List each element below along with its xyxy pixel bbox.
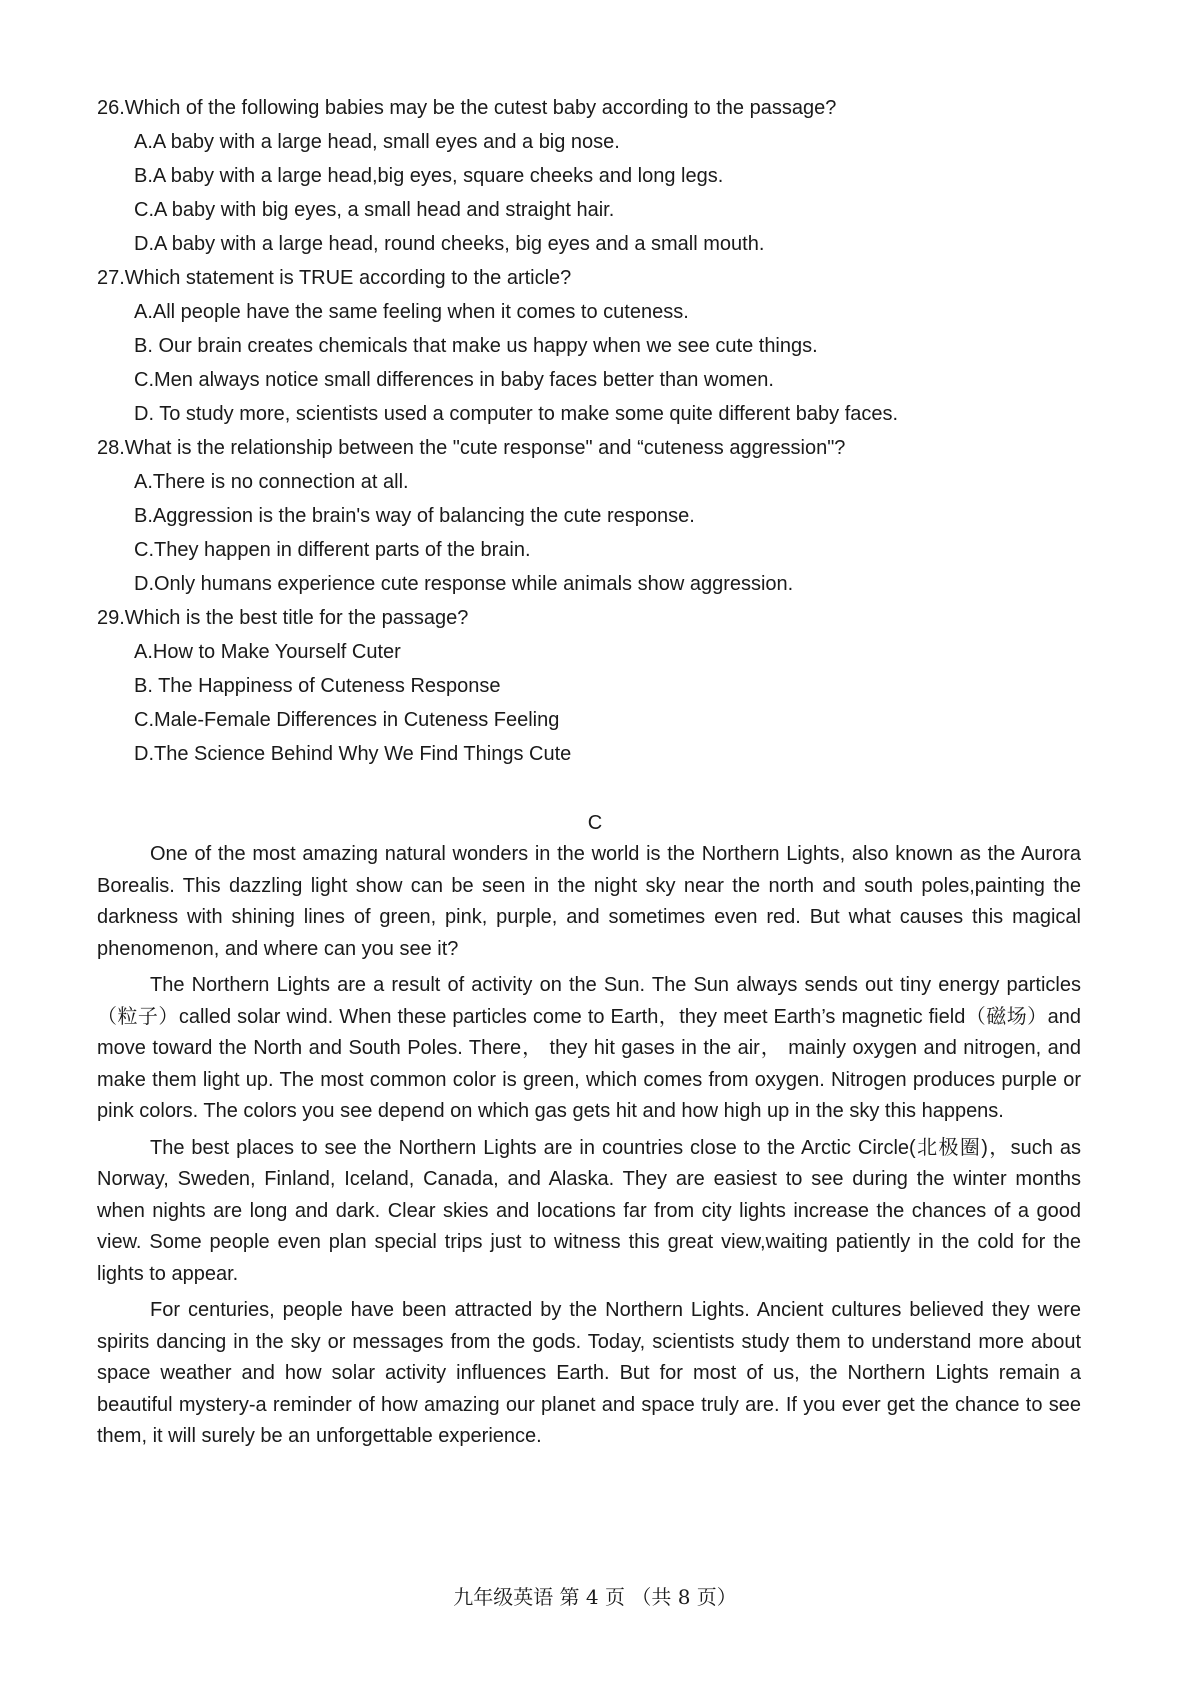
section-c-heading: C [587, 812, 603, 834]
passage-paragraph-4: For centuries, people have been attracted by the Northern Lights. Ancient cultures believed they were spirits dancing in the sky or messages from the gods. Today, scientists study them to understand more about space weather and how solar activity influences Earth. But for most of us, the Northern Lights remain a beautiful mystery-a reminder of how amazing our planet and space truly are. If you ever get the chance to see them, it will surely be an unforgettable experience. [97, 1299, 1081, 1447]
passage-paragraph-2: The Northern Lights are a result of activity on the Sun. The Sun always sends out tiny energy particles（粒子）called solar wind. When these particles come to Earth，they meet Earth’s magnetic field（磁场）and move toward the North and South Poles. There， they hit gases in the air， mainly oxygen and nitrogen, and make them light up. The most common color is green, which comes from oxygen. Nitrogen produces purple or pink colors. The colors you see depend on which gas gets hit and how high up in the sky this happens. [97, 974, 1081, 1122]
question-stem: 29.Which is the best title for the passage? [97, 607, 469, 629]
question-26 [97, 91, 1097, 261]
question-stem: 28.What is the relationship between the "cute response" and “cuteness aggression"? [97, 437, 846, 459]
option-b: B. Our brain creates chemicals that make us happy when we see cute things. [134, 335, 818, 357]
option-a: A.All people have the same feeling when it comes to cuteness. [134, 301, 689, 323]
passage-paragraph-3: The best places to see the Northern Lights are in countries close to the Arctic Circle(北极圈)，such as Norway, Sweden, Finland, Iceland, Canada, and Alaska. They are easiest to see during the winter months when nights are long and dark. Clear skies and locations far from city lights increase the chances of a good view. Some people even plan special trips just to witness this great view,waiting patiently in the cold for the lights to appear. [97, 1136, 1081, 1285]
option-a: A.There is no connection at all. [134, 471, 409, 493]
option-a: A.How to Make Yourself Cuter [134, 641, 401, 663]
option-d: D. To study more, scientists used a computer to make some quite different baby faces. [134, 403, 899, 425]
option-b: B. The Happiness of Cuteness Response [134, 675, 501, 697]
option-c: C.A baby with big eyes, a small head and straight hair. [134, 199, 615, 221]
option-c: C.Male-Female Differences in Cuteness Feeling [134, 709, 560, 731]
option-b: B.Aggression is the brain's way of balancing the cute response. [134, 505, 695, 527]
option-d: D.Only humans experience cute response while animals show aggression. [134, 573, 794, 595]
option-d: D.A baby with a large head, round cheeks, big eyes and a small mouth. [134, 233, 765, 255]
page-footer: 九年级英语 第 4 页 （共 8 页） [453, 1585, 737, 1609]
passage-paragraph-1: One of the most amazing natural wonders in the world is the Northern Lights, also known as the Aurora Borealis. This dazzling light show can be seen in the night sky near the north and south poles,painting the darkness with shining lines of green, pink, purple, and sometimes even red. But what causes this magical phenomenon, and where can you see it? [97, 843, 1081, 960]
question-list [97, 91, 1097, 771]
option-b: B.A baby with a large head,big eyes, square cheeks and long legs. [134, 165, 724, 187]
question-27 [97, 261, 1097, 431]
reading-passage-c [97, 839, 1081, 1458]
option-c: C.Men always notice small differences in baby faces better than women. [134, 369, 774, 391]
option-d: D.The Science Behind Why We Find Things Cute [134, 743, 572, 765]
question-stem: 27.Which statement is TRUE according to the article? [97, 267, 572, 289]
question-28 [97, 431, 1097, 601]
option-a: A.A baby with a large head, small eyes and a big nose. [134, 131, 620, 153]
option-c: C.They happen in different parts of the brain. [134, 539, 531, 561]
question-29 [97, 601, 1097, 771]
question-stem: 26.Which of the following babies may be the cutest baby according to the passage? [97, 97, 837, 119]
